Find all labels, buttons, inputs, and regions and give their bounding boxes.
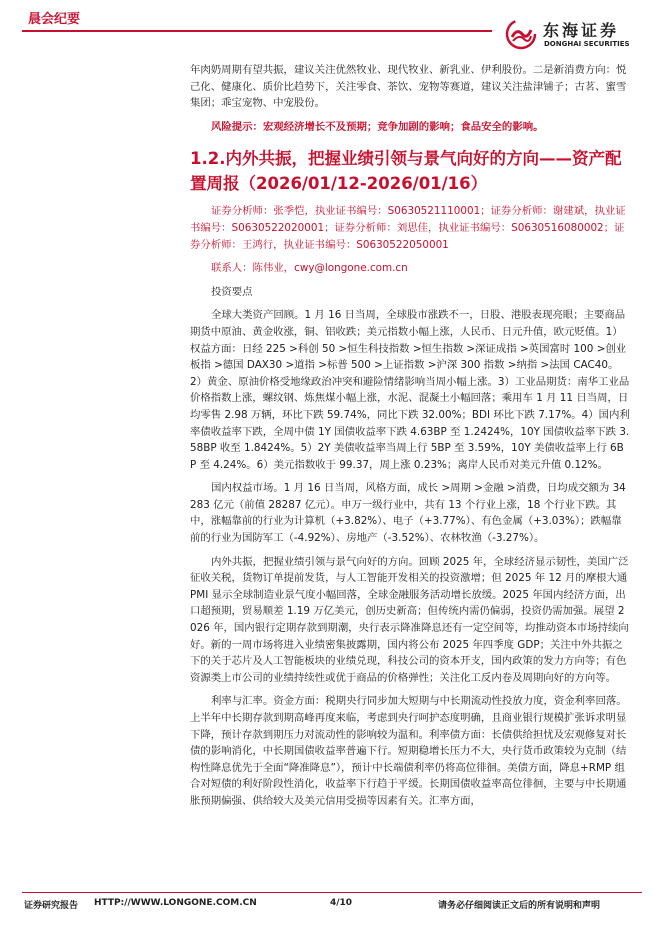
footer-disclaimer: 请务必仔细阅读正文后的所有说明和声明 (438, 901, 601, 911)
report-body (190, 62, 630, 810)
footer-website-link[interactable]: HTTP://WWW.LONGONE.COM.CN (94, 898, 257, 908)
paragraph-global-assets: 全球大类资产回顾。1 月 16 日当周，全球股市涨跌不一，日股、港股表现亮眼；主要商品期货中原油、黄金收涨，铜、铝收跌；美元指数小幅上涨，人民币、日元升值，欧元贬值。1）权益方面：日经 225 >科创 50 >恒生科技指数 >恒生指数 >深证成指 >英国富时 100 >创业板指 >德国 DAX30 >道指 >标普 500 >上证指数 >沪深 300 指数 >纳指 >法国 CAC40。2）黄金、原油价格受地缘政治冲突和避险情绪影响当周小幅上涨。3）工业品期货：南华工业品价格指数上涨，螺纹钢、炼焦煤小幅上涨，水泥、混凝土小幅回落；乘用车 1 月 11 日当周，日均零售 2.98 万辆，环比下跌 59.74%，同比下跌 32.00%；BDI 环比下跌 7.17%。4）国内利率债收益率下跌，全周中债 1Y 国债收益率下跌 4.63BP 至 1.2424%，10Y 国债收益率下跌 3.58BP 收至 1.8424%。5）2Y 美债收益率当周上行 5BP 至 3.59%，10Y 美债收益率上行 6BP 至 4.24%。6）美元指数收于 99.37，周上涨 0.23%；离岸人民币对美元升值 0.12%。 (190, 309, 630, 471)
header-title: 晨会纪要 (28, 12, 81, 27)
page-number: 4/10 (330, 898, 353, 908)
logo-text-en: DONGHAI SECURITIES (544, 40, 630, 48)
intro-paragraph: 年肉奶周期有望共振，建议关注优然牧业、现代牧业、新乳业、伊利股份。二是新消费方向：悦己化、健康化、质价比趋势下，关注零食、茶饮、宠物等赛道，建议关注盐津铺子；古茗、蜜雪集团；乖宝宠物、中宠股份。 (190, 64, 627, 110)
section-heading: 1.2.内外共振，把握业绩引领与景气向好的方向——资产配置周报（2026/01/12-2026/01/16） (190, 149, 622, 194)
paragraph-rates-fx: 利率与汇率。资金方面：税期央行同步加大短期与中长期流动性投放力度，资金利率回落。上半年中长期存款到期高峰再度来临，考虑到央行呵护态度明确，且商业银行规模扩张诉求明显下降，预计存款到期压力对流动性的影响较为温和。利率债方面：长债供给担忧及宏观修复对长债的影响消化，中长期国债收益率普遍下行。短期稳增长压力不大，央行货币政策较为克制（结构性降息优先于全面“降准降息”），预计中长端债利率仍将高位徘徊。美债方面，降息+RMP 组合对短债的利好阶段性消化，收益率下行趋于平缓。长期国债收益率高位徘徊，主要与中长期通胀预期偏强、供给较大及美元信用受损等因素有关。汇率方面， (190, 695, 627, 807)
footer-report-type: 证券研究报告 (24, 901, 79, 911)
risk-warning: 风险提示：宏观经济增长不及预期；竞争加剧的影响；食品安全的影响。 (211, 120, 544, 133)
contact-info: 联系人：陈伟业，cwy@longone.com.cn (211, 262, 408, 275)
footer-divider (22, 892, 642, 893)
paragraph-domestic-equity: 国内权益市场。1 月 16 日当周，风格方面，成长 >周期 >金融 >消费，日均成交额为 34283 亿元（前值 28287 亿元）。申万一级行业中，共有 13 个行业上涨，18 个行业下跌。其中，涨幅靠前的行业为计算机（+3.82%）、电子（+3.77%）、有色金属（+3.03%）；跌幅靠前的行业为国防军工（-4.92%）、房地产（-3.52%）、农林牧渔（-3.27%）。 (190, 482, 626, 545)
paragraph-outlook: 内外共振，把握业绩引领与景气向好的方向。回顾 2025 年，全球经济显示韧性，美国广泛征收关税，货物订单提前发货，与人工智能开发相关的投资激增；但 2025 年 12 月的摩根大通 PMI 显示全球制造业景气度小幅回落，全球金融服务活动增长放缓。2025 年国内经济方面，出口超预期，贸易顺差 1.19 万亿美元，创历史新高；但传统内需仍偏弱，投资仍需加强。展望 2026 年，国内银行定期存款到期潮，央行表示降准降息还有一定空间等，均推动资本市场持续向好。新的一周市场将进入业绩密集披露期，国内将公布 2025 年四季度 GDP；关注中外共振之下的关于芯片及人工智能板块的业绩兑现，科技公司的资本开支，国内政策的发力方向等；有色资源类上市公司的业绩持续性或优于商品的价格弹性；关注化工反内卷及周期向好的方向等。 (190, 555, 629, 684)
company-logo (505, 18, 645, 54)
investment-highlights-label: 投资要点 (211, 285, 253, 298)
logo-text-cn: 东海证券 (543, 21, 620, 40)
analyst-list: 证券分析师：张季恺，执业证书编号：S0630521110001；证券分析师：谢建斌，执业证书编号：S0630522020001；证券分析师：刘思佳，执业证书编号：S0630516080002；证券分析师：王鸿行，执业证书编号：S0630522050001 (190, 205, 626, 251)
header-divider (22, 30, 492, 32)
wave-logo-icon (505, 18, 537, 50)
